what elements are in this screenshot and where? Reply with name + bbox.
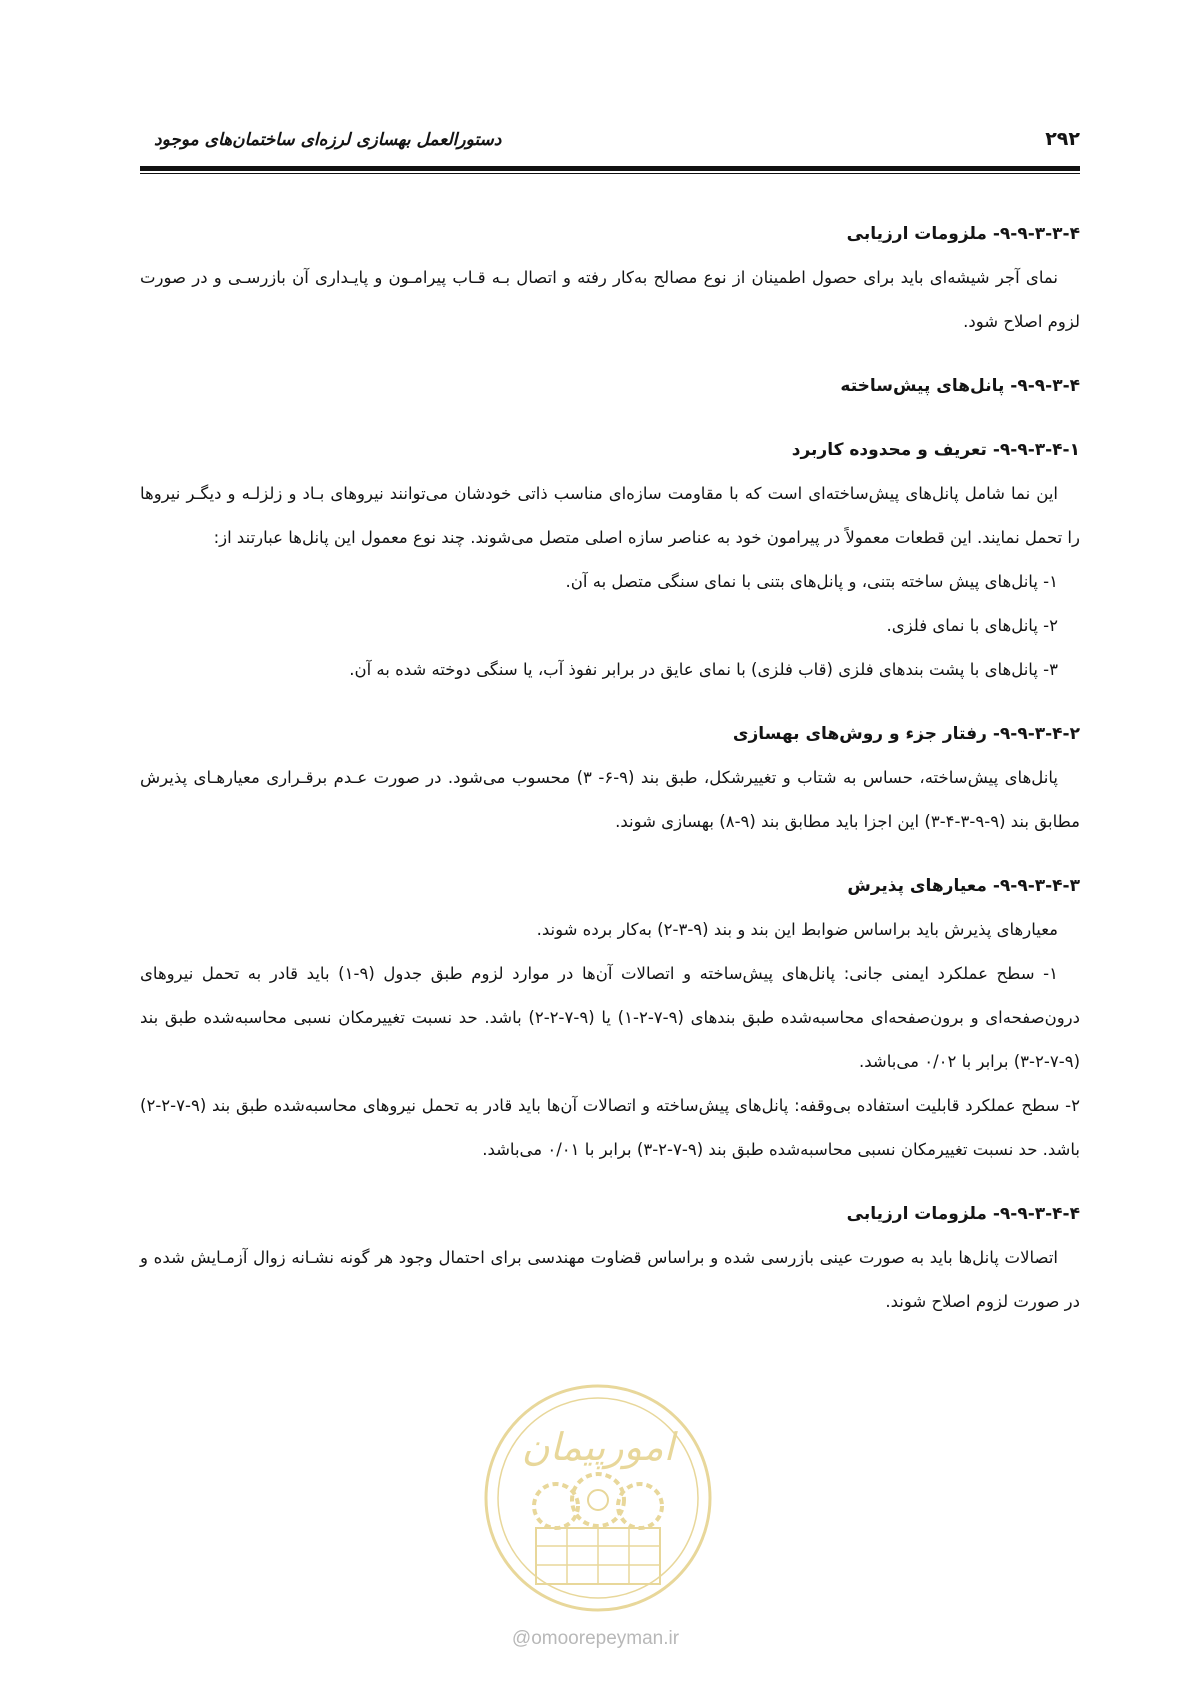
paragraph-panel-connections: اتصالات پانل‌ها باید به صورت عینی بازرسی شده و براساس قضاوت مهندسی برای احتمال وجود هر گونه نشـانه زوال آزمـایش شده و در صورت لزوم اصلاح شوند.	[140, 1248, 1080, 1311]
list-item: ۲- پانل‌های با نمای فلزی.	[886, 616, 1058, 635]
paragraph-immediate-occupancy: ۲- سطح عملکرد قابلیت استفاده بی‌وقفه: پانل‌های پیش‌ساخته و اتصالات آن‌ها باید قادر به تحمل نیروهای محاسبه‌شده طبق بند (۹-۷-۲-۲) باشد. حد نسبت تغییرمکان نسبی محاسبه‌شده طبق بند (۹-۷-۲-۳) برابر با ۰/۰۱ می‌باشد.	[140, 1096, 1080, 1159]
header-rule-thin	[140, 173, 1080, 174]
page-content	[140, 212, 1080, 1324]
logo-text: امورپیمان	[521, 1425, 675, 1469]
section-heading-evaluation-panels: ۹-۹-۳-۴-۴- ملزومات ارزیابی	[846, 1204, 1080, 1224]
paragraph-acceptance-intro: معیارهای پذیرش باید براساس ضوابط این بند و بند (۹-۳-۲) به‌کار برده شوند.	[536, 920, 1058, 939]
header-rule-thick	[140, 166, 1080, 171]
watermark-logo	[478, 1378, 718, 1618]
section-heading-acceptance: ۹-۹-۳-۴-۳- معیارهای پذیرش	[847, 876, 1080, 896]
section-heading-precast-panels: ۹-۹-۳-۴- پانل‌های پیش‌ساخته	[840, 376, 1080, 396]
section-heading-evaluation-glass: ۹-۹-۳-۳-۴- ملزومات ارزیابی	[846, 224, 1080, 244]
list-item: ۱- پانل‌های پیش ساخته بتنی، و پانل‌های بتنی با نمای سنگی متصل به آن.	[565, 572, 1058, 591]
paragraph-behavior: پانل‌های پیش‌ساخته، حساس به شتاب و تغییرشکل، طبق بند (۹-۶- ۳) محسوب می‌شود. در صورت عـدم برقـراری معیارهـای پذیرش مطابق بند (۹-۹-۳-۴-۳) این اجزا باید مطابق بند (۹-۸) بهسازی شوند.	[140, 768, 1080, 831]
book-title: دستورالعمل بهسازی لرزه‌ای ساختمان‌های موجود	[154, 130, 502, 150]
watermark-site: @omoorepeyman.ir	[511, 1628, 680, 1649]
paragraph-life-safety: ۱- سطح عملکرد ایمنی جانی: پانل‌های پیش‌ساخته و اتصالات آن‌ها در موارد لزوم طبق جدول (۹-۱) باید قادر به تحمل نیروهای درون‌صفحه‌ای و برون‌صفحه‌ای محاسبه‌شده طبق بندهای (۹-۷-۲-۱) یا (۹-۷-۲-۲) باشد. حد نسبت تغییرمکان نسبی محاسبه‌شده طبق بند (۹-۷-۲-۳) برابر با ۰/۰۲ می‌باشد.	[140, 964, 1080, 1071]
list-item: ۳- پانل‌های با پشت بندهای فلزی (قاب فلزی) با نمای عایق در برابر نفوذ آب، یا سنگی دوخته شده به آن.	[349, 660, 1058, 679]
paragraph-glass-brick: نمای آجر شیشه‌ای باید برای حصول اطمینان از نوع مصالح به‌کار رفته و اتصال بـه قـاب پیرامـون و پایـداری آن بازرسـی و در صورت لزوم اصلاح شود.	[140, 268, 1080, 331]
page-header	[140, 128, 1080, 158]
paragraph-definition: این نما شامل پانل‌های پیش‌ساخته‌ای است که با مقاومت سازه‌ای مناسب ذاتی خودشان می‌توانند نیروهای بـاد و زلزلـه و دیگـر نیروها را تحمل نمایند. این قطعات معمولاً در پیرامون خود به عناصر سازه اصلی متصل می‌شوند. چند نوع معمول این پانل‌ها عبارتند از:	[140, 484, 1080, 547]
page-number: ۲۹۲	[1045, 128, 1080, 150]
section-heading-behavior: ۹-۹-۳-۴-۲- رفتار جزء و روش‌های بهسازی	[732, 724, 1080, 744]
logo-seal-icon	[486, 1386, 710, 1610]
section-heading-definition: ۹-۹-۳-۴-۱- تعریف و محدوده کاربرد	[791, 440, 1080, 460]
